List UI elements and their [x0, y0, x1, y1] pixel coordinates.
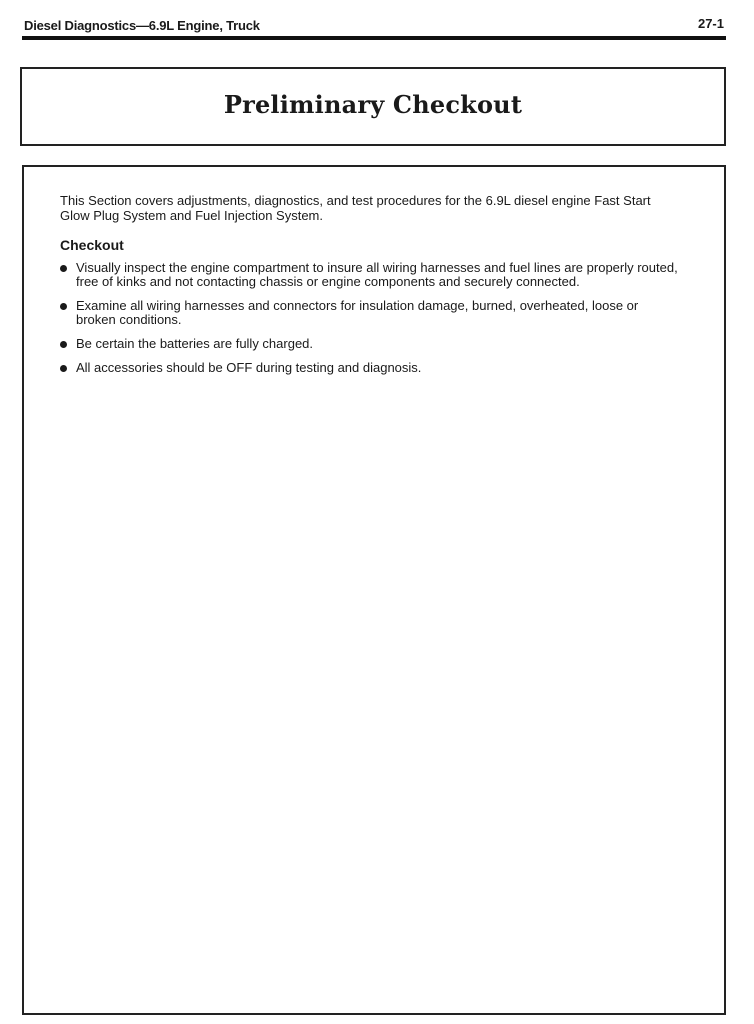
- bullet-icon: [60, 303, 67, 310]
- page-number: 27-1: [697, 16, 724, 31]
- list-item-text: Visually inspect the engine compartment to insure all wiring harnesses and fuel lines are properly routed, free of kinks and not contacting chassis or engine components and securely connected.: [76, 260, 678, 289]
- content-body: [60, 193, 680, 385]
- section-title: Preliminary Checkout: [223, 90, 523, 119]
- list-item: [60, 337, 680, 351]
- list-item-text: Examine all wiring harnesses and connectors for insulation damage, burned, overheated, loose or broken conditions.: [76, 298, 639, 327]
- page-header: [22, 16, 726, 36]
- list-item-text: Be certain the batteries are fully charged.: [76, 336, 314, 351]
- running-header-title: Diesel Diagnostics—6.9L Engine, Truck: [24, 18, 260, 33]
- header-rule: [22, 36, 726, 40]
- list-item-text: All accessories should be OFF during testing and diagnosis.: [76, 360, 422, 375]
- title-box: [20, 67, 726, 146]
- list-item: [60, 261, 680, 289]
- checkout-list: [60, 261, 680, 375]
- bullet-icon: [60, 265, 67, 272]
- content-box: [22, 165, 726, 1015]
- bullet-icon: [60, 341, 67, 348]
- bullet-icon: [60, 365, 67, 372]
- intro-paragraph: This Section covers adjustments, diagnostics, and test procedures for the 6.9L diesel engine Fast Start Glow Plug System and Fuel Injection System.: [60, 193, 651, 223]
- list-item: [60, 299, 680, 327]
- list-item: [60, 361, 680, 375]
- checkout-heading: Checkout: [60, 237, 124, 253]
